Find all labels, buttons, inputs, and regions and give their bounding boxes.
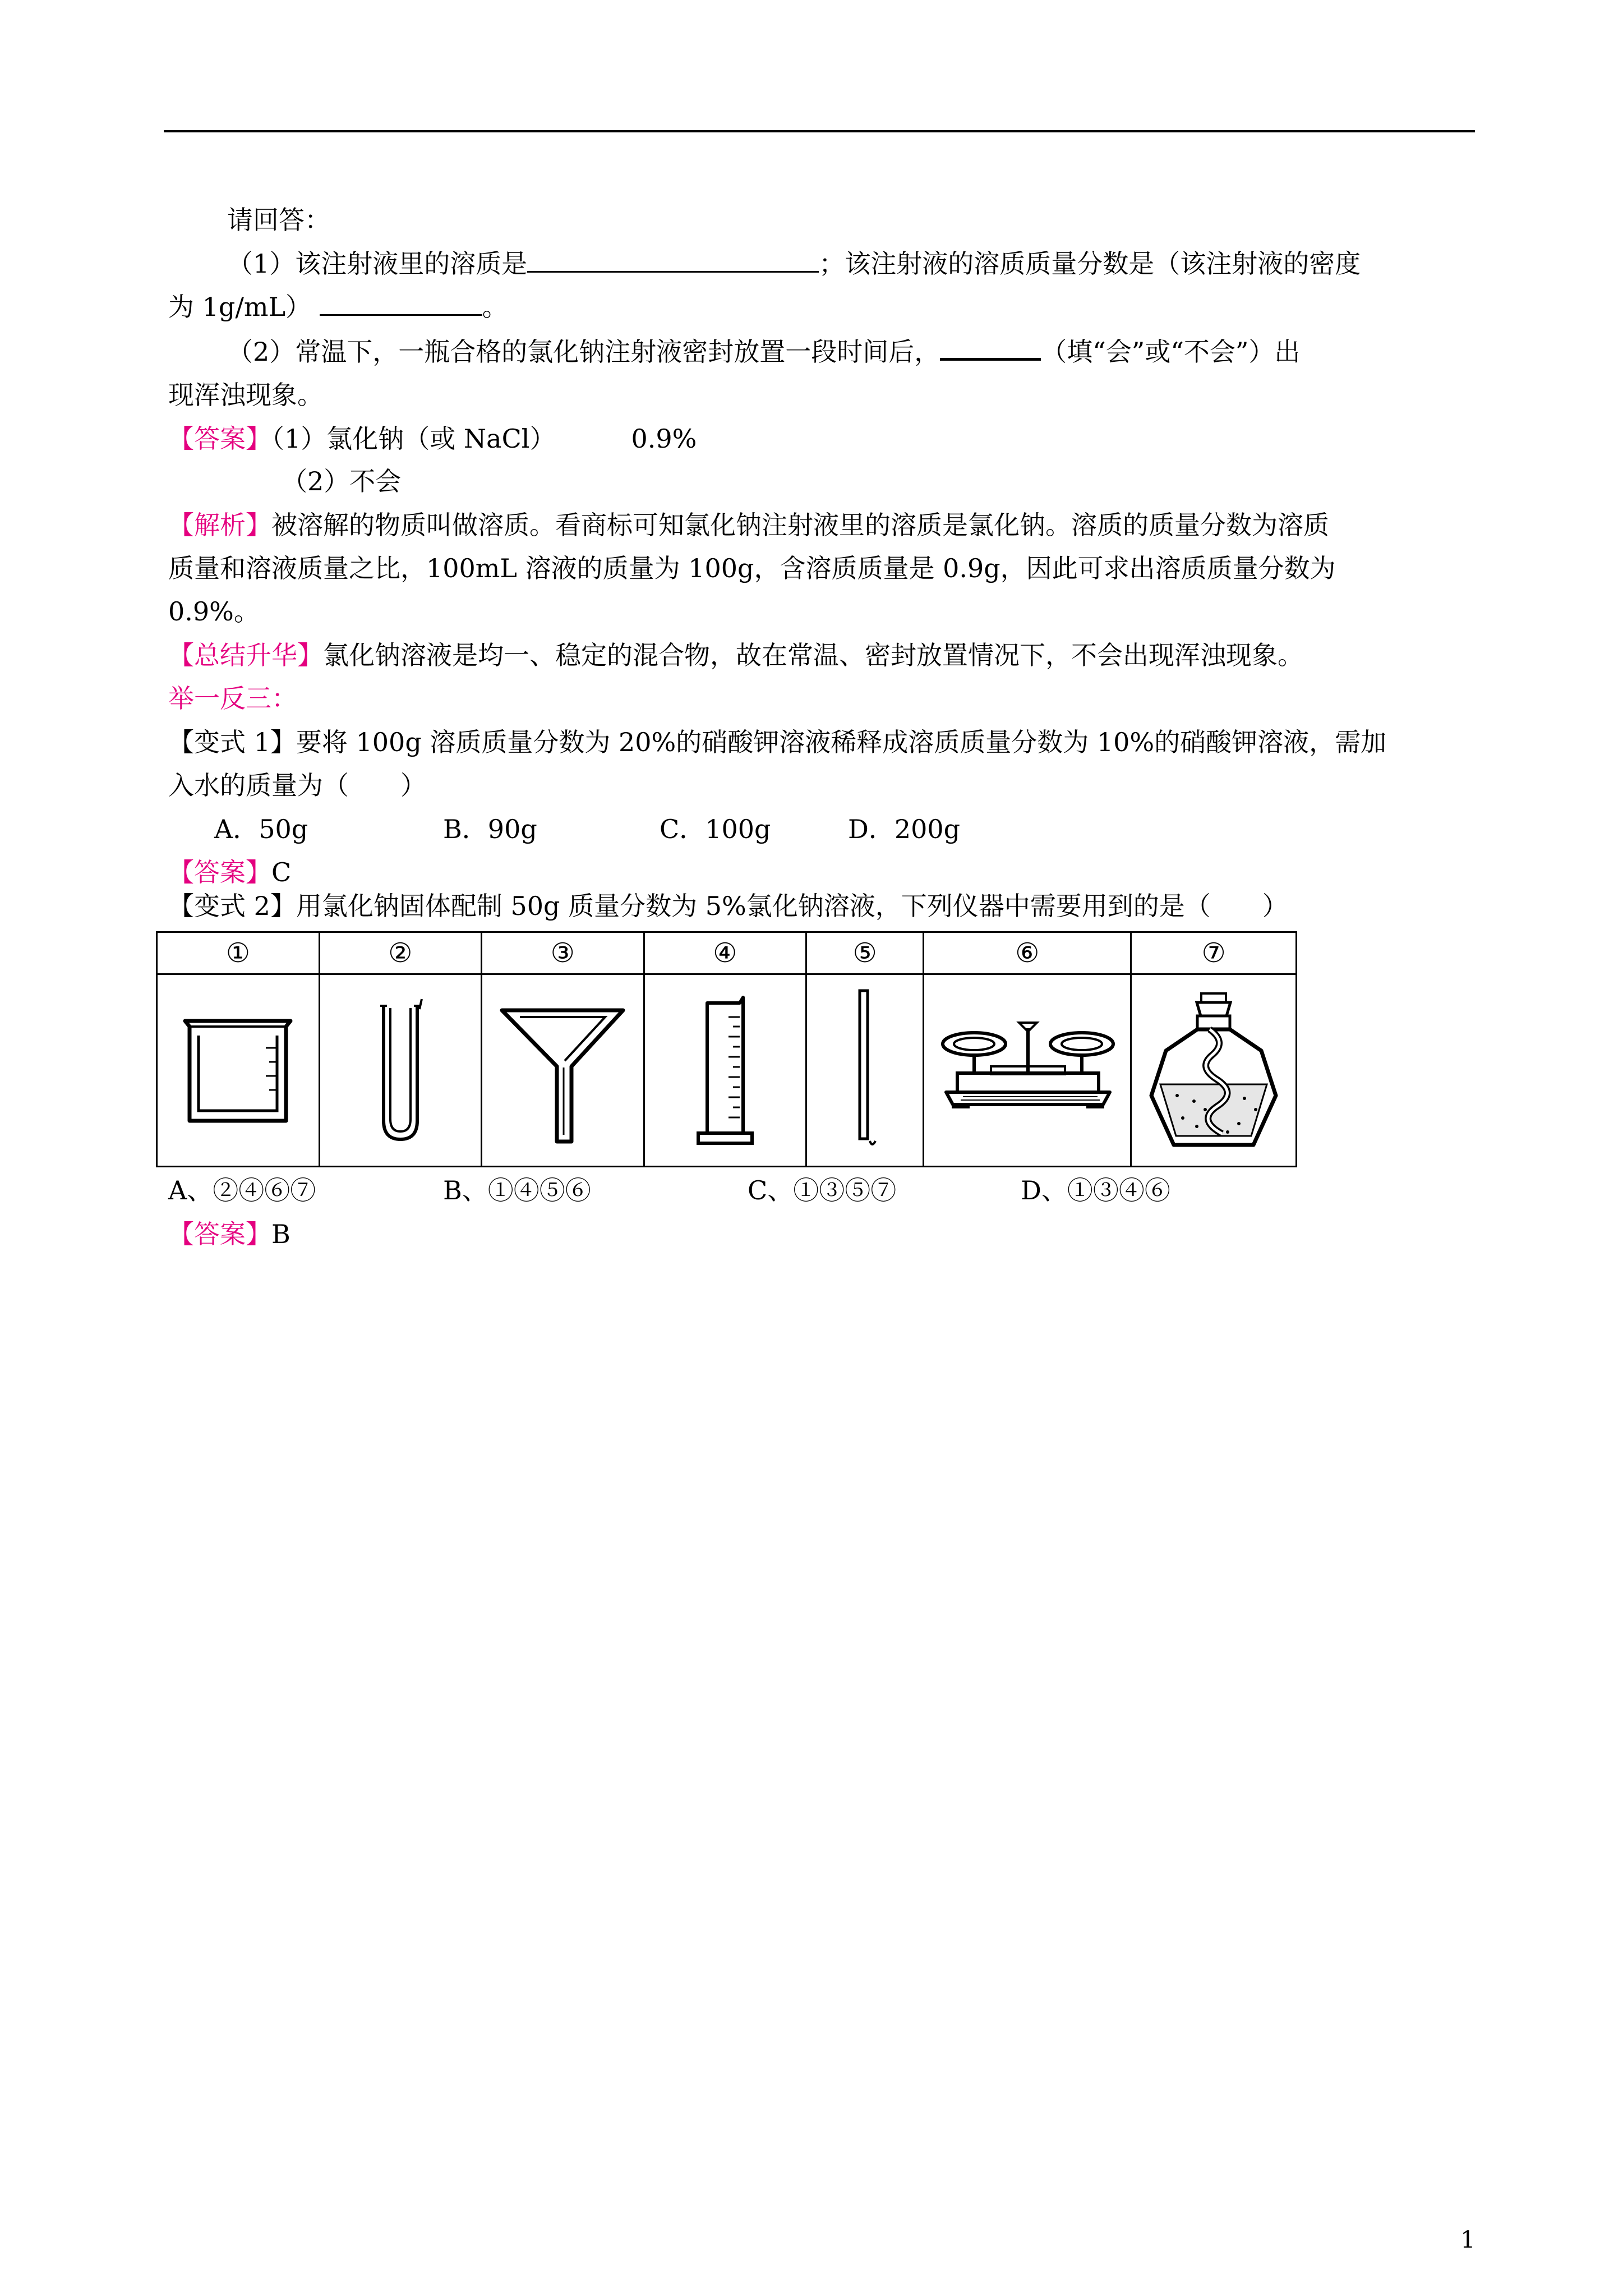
variant-1-text: 要将 100g 溶质质量分数为 20%的硝酸钾溶液稀释成溶质质量分数为 10%的硝酸钾溶液，需加 [296,727,1387,757]
question-1-end: 。 [482,292,508,322]
variant-2-option-c: C、①③⑤⑦ [748,1175,897,1205]
instrument-header-6: ⑥ [924,932,1131,974]
header-rule [164,130,1475,132]
summary-line [168,637,1303,673]
instrument-table [156,931,1297,1167]
question-2-part-2: （填“会”或“不会”）出 [1041,337,1301,367]
variant-1-answer-value: C [271,857,292,887]
variant-1-line-1 [168,724,1386,760]
variant-1-answer-label: 【答案】 [168,857,271,887]
test-tube-icon [367,995,434,1146]
variant-2-option-d: D、①③④⑥ [1021,1175,1170,1205]
instrument-cell-2 [319,974,481,1167]
beaker-icon [176,1014,299,1126]
answer-label: 【答案】 [168,424,271,454]
question-2-line-2: 现浑浊现象。 [168,380,323,410]
variant-1-line-2: 入水的质量为（ ） [168,770,426,800]
summary-label: 【总结升华】 [168,640,323,670]
variant-2-option-b: B、①④⑤⑥ [443,1175,591,1205]
answer-1-line-1 [168,421,697,457]
analysis-line-1 [168,507,1329,543]
instrument-cell-4 [644,974,806,1167]
answer-1-line-2: （2）不会 [282,466,402,496]
question-2-part-1: （2）常温下，一瓶合格的氯化钠注射液密封放置一段时间后， [227,337,940,367]
variant-2-line [168,888,1288,924]
analysis-text-1: 被溶解的物质叫做溶质。看商标可知氯化钠注射液里的溶质是氯化钠。溶质的质量分数为溶质 [271,510,1329,540]
answer-blank-solute[interactable] [527,249,819,273]
balance-icon [935,1017,1120,1124]
answer-blank-turbidity[interactable] [940,335,1041,361]
glass-rod-icon [840,986,890,1154]
instrument-header-4: ④ [644,932,806,974]
answer-1-value: 0.9% [631,424,697,454]
variant-2-answer-label: 【答案】 [168,1219,271,1249]
instrument-cell-5 [806,974,923,1167]
variant-1-option-c: C．100g [660,814,771,844]
question-1-density: 为 1g/mL） [168,292,311,322]
instrument-header-1: ① [157,932,320,974]
question-1-part-2: ；该注射液的溶质质量分数是（该注射液的密度 [819,249,1361,279]
graduated-cylinder-icon [686,992,764,1149]
variant-2-answer-value: B [271,1219,291,1249]
variant-1-option-b: B．90g [443,814,537,844]
variant-1-option-d: D．200g [848,814,961,844]
variant-2-answer [168,1216,291,1252]
variant-2-label: 【变式 2】 [168,891,296,921]
instrument-header-2: ② [319,932,481,974]
summary-text: 氯化钠溶液是均一、稳定的混合物，故在常温、密封放置情况下，不会出现浑浊现象。 [323,640,1303,670]
variant-2-text: 用氯化钠固体配制 50g 质量分数为 5%氯化钠溶液，下列仪器中需要用到的是（ ） [296,891,1288,921]
instrument-cell-6 [924,974,1131,1167]
variant-1-label: 【变式 1】 [168,727,296,757]
variant-1-answer [168,854,291,890]
answer-1-part-1: （1）氯化钠（或 NaCl） [271,424,556,454]
instrument-cell-1 [157,974,320,1167]
question-1-line-2 [168,289,508,325]
variant-2-option-a: A、②④⑥⑦ [168,1175,316,1205]
instrument-cell-7 [1131,974,1297,1167]
intro-text: 请回答： [227,205,330,235]
funnel-icon [495,995,630,1146]
instrument-header-5: ⑤ [806,932,923,974]
instrument-header-3: ③ [481,932,644,974]
practice-heading: 举一反三： [168,683,297,714]
question-2-line-1 [227,334,1300,370]
instrument-header-7: ⑦ [1131,932,1297,974]
analysis-line-2: 质量和溶液质量之比，100mL 溶液的质量为 100g，含溶质质量是 0.9g，因此可求出溶质质量分数为 [168,553,1336,583]
analysis-label: 【解析】 [168,510,271,540]
analysis-line-3: 0.9%。 [168,596,260,627]
instrument-cell-3 [481,974,644,1167]
variant-1-option-a: A．50g [214,814,308,844]
question-1-part-1: （1）该注射液里的溶质是 [227,249,528,279]
page-number: 1 [1460,2226,1476,2253]
answer-blank-mass-fraction[interactable] [320,292,482,316]
question-1-line-1 [227,246,1361,282]
alcohol-lamp-icon [1144,989,1284,1152]
